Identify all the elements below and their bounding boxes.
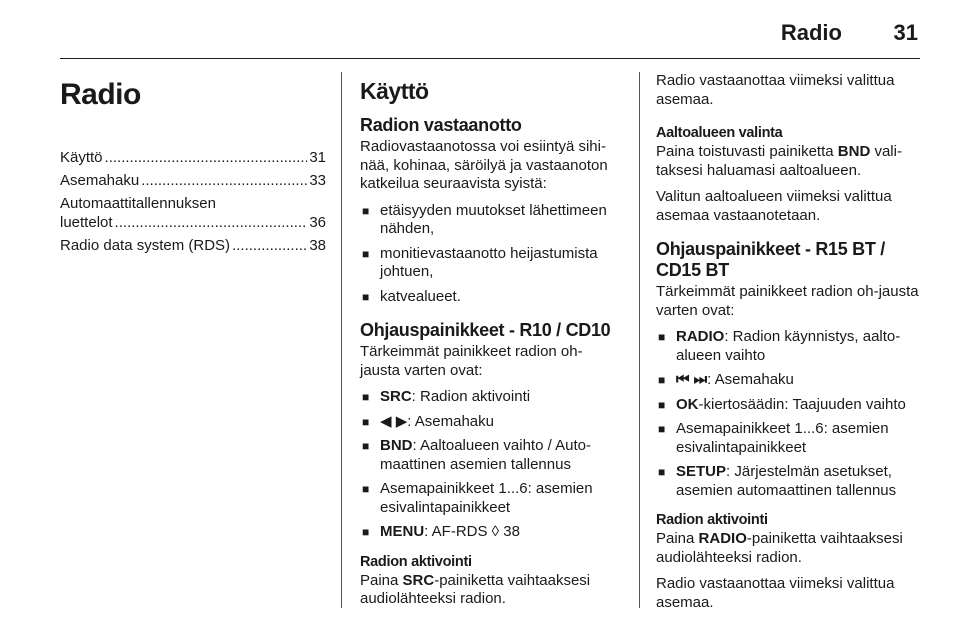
controls-list-r10 [360, 388, 622, 542]
key-label: OK [676, 395, 699, 413]
list-item [360, 523, 622, 542]
subheading-aaltoalueen-valinta: Aaltoalueen valinta [656, 125, 783, 141]
key-label: RADIO [676, 328, 725, 345]
list-item [656, 371, 926, 390]
list-item [360, 437, 622, 474]
paragraph-controls-intro: Tärkeimmät painikkeet radion oh-jausta varten ovat: [360, 343, 583, 379]
chapter-title: Radio [60, 78, 141, 111]
toc-page: 33 [309, 172, 326, 189]
item-text: : Asemahaku [407, 412, 494, 430]
paragraph-band-last-station: Valitun aaltoalueen viimeksi valittua asemaa vastaanotetaan. [656, 188, 892, 224]
key-label: MENU [380, 523, 425, 540]
text: Paina [656, 530, 699, 547]
key-label: BND [837, 143, 871, 160]
paragraph-activation [360, 572, 622, 609]
list-item: ■ monitievastaanotto heijastumista johtuen, [360, 245, 622, 282]
list-item: ■ katvealueet. [360, 288, 622, 307]
list-item: ■ Asemapainikkeet 1...6: asemien esivalintapainikkeet [656, 420, 926, 457]
text: vali-taksesi haluamasi aaltoalueen. [656, 143, 902, 179]
item-text: : Radion aktivointi [411, 388, 531, 405]
list-item [360, 388, 622, 407]
toc-label: luettelot [60, 214, 113, 231]
subheading-radion-aktivointi: Radion aktivointi [656, 512, 768, 528]
toc-entry-rds[interactable] [60, 236, 326, 255]
toc-leader [141, 171, 307, 190]
header-rule [60, 58, 920, 59]
item-text: : Asemahaku [707, 371, 794, 388]
list-item [656, 463, 926, 500]
toc-page: 31 [309, 149, 326, 166]
subheading-controls-r15: Ohjauspainikkeet - R15 BT / CD15 BT [656, 239, 885, 280]
toc-label-line1: Automaattitallennuksen [60, 195, 216, 212]
item-text: : Aaltoalueen vaihto / Auto-maattinen asemien tallennus [380, 437, 591, 473]
toc-label: Radio data system (RDS) [60, 237, 231, 254]
subheading-radion-aktivointi: Radion aktivointi [360, 553, 472, 570]
section-heading-kaytto: Käyttö [360, 78, 429, 104]
key-label: SRC [402, 571, 435, 589]
toc-page: 36 [309, 214, 326, 231]
content-column-2 [360, 72, 622, 617]
subheading-controls-r10: Ohjauspainikkeet - R10 / CD10 [360, 320, 611, 340]
item-text: -kiertosäädin: Taajuuden vaihto [698, 395, 906, 413]
key-label: SRC [380, 388, 412, 405]
item-text: : AF-RDS ◊ 38 [424, 523, 520, 540]
paragraph-last-station: Radio vastaanottaa viimeksi valittua asemaa. [656, 72, 895, 108]
page-header [60, 12, 920, 56]
list-item [656, 328, 926, 365]
paragraph-band-select [656, 143, 926, 180]
column-divider-2 [639, 72, 640, 608]
paragraph-activation [656, 530, 926, 567]
paragraph-last-station-2: Radio vastaanottaa viimeksi valittua asemaa. [656, 575, 895, 611]
key-label: RADIO [698, 530, 747, 547]
item-text: : Järjestelmän asetukset, asemien automaattinen tallennus [676, 463, 897, 499]
toc-entry-automaattitallennus[interactable] [60, 194, 326, 232]
toc-column [60, 72, 326, 259]
controls-list-r15 [656, 328, 926, 500]
content-column-3 [656, 72, 926, 620]
arrows-icon: ◀ ▶ [380, 412, 408, 430]
header-section-title: Radio [780, 20, 842, 45]
paragraph-reception: Radiovastaanotossa voi esiintyä sihi-nää, kohinaa, säröilyä ja vastaanoton katkeilua seuraavista syistä: [360, 138, 608, 192]
toc-entry-asemahaku[interactable] [60, 171, 326, 190]
list-item [360, 413, 622, 432]
column-divider-1 [341, 72, 342, 608]
table-of-contents [60, 148, 326, 255]
list-item [656, 396, 926, 415]
toc-page: 38 [309, 237, 326, 254]
toc-leader [115, 213, 308, 232]
toc-label: Käyttö [60, 149, 103, 166]
text: Paina [360, 571, 403, 589]
item-text: : Radion käynnistys, aalto-alueen vaihto [676, 328, 901, 364]
header-page-number: 31 [893, 20, 918, 45]
key-label: SETUP [676, 463, 727, 480]
text: -painiketta vaihtaaksesi audiolähteeksi radion. [656, 530, 903, 566]
skip-icon: ⏮ ⏭ [676, 371, 708, 388]
reception-issues-list [360, 202, 622, 307]
toc-leader [232, 236, 307, 255]
toc-entry-kaytto[interactable] [60, 148, 326, 167]
list-item: ■ Asemapainikkeet 1...6: asemien esivalintapainikkeet [360, 480, 622, 517]
toc-label: Asemahaku [60, 172, 140, 189]
subheading-radion-vastaanotto: Radion vastaanotto [360, 115, 522, 135]
toc-leader [105, 148, 308, 167]
text: Paina toistuvasti painiketta [656, 143, 838, 160]
text: -painiketta vaihtaaksesi audiolähteeksi radion. [360, 571, 591, 607]
paragraph-controls-intro: Tärkeimmät painikkeet radion oh-jausta varten ovat: [656, 283, 919, 319]
key-label: BND [380, 437, 413, 454]
list-item: ■ etäisyyden muutokset lähettimeen nähden, [360, 202, 622, 239]
